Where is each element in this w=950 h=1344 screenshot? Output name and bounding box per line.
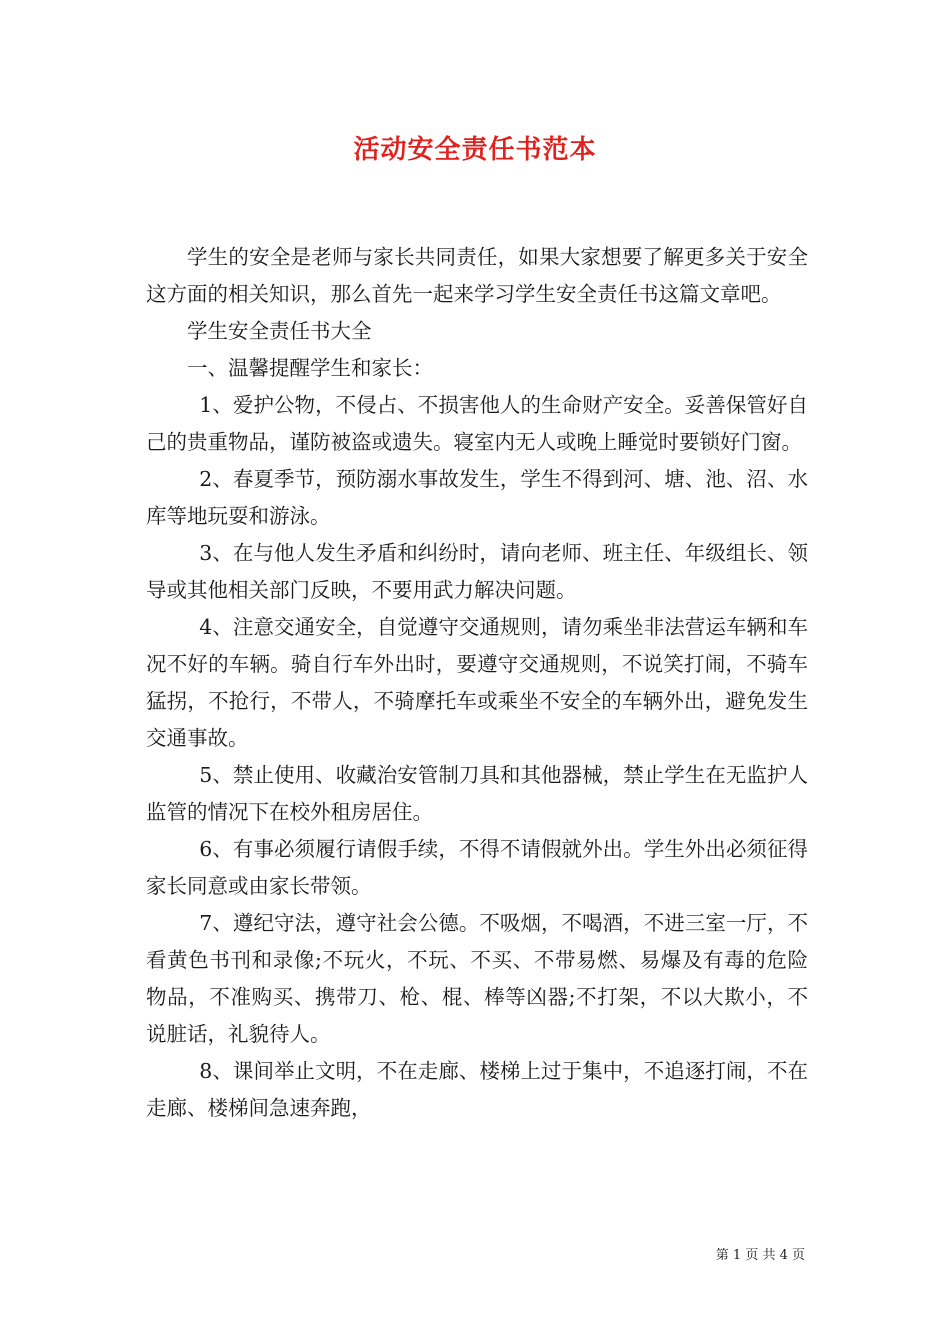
subtitle-paragraph: 学生安全责任书大全 (187, 319, 372, 343)
section-heading: 一、温馨提醒学生和家长： (187, 356, 433, 380)
list-item: 5、禁止使用、收藏治安管制刀具和其他器械，禁止学生在无监护人监管的情况下在校外租房居住。 (146, 763, 808, 824)
document-title: 活动安全责任书范本 (353, 135, 597, 165)
list-item: 7、遵纪守法，遵守社会公德。不吸烟，不喝酒，不进三室一厅，不看黄色书刊和录像;不玩火，不玩、不买、不带易燃、易爆及有毒的危险物品，不准购买、携带刀、枪、棍、棒等凶器;不打架，不以大欺小，不说脏话，礼貌待人。 (146, 911, 808, 1046)
list-item: 4、注意交通安全，自觉遵守交通规则，请勿乘坐非法营运车辆和车况不好的车辆。骑自行车外出时，要遵守交通规则，不说笑打闹，不骑车猛拐，不抢行，不带人，不骑摩托车或乘坐不安全的车辆外出，避免发生交通事故。 (146, 615, 808, 750)
list-item: 2、春夏季节，预防溺水事故发生，学生不得到河、塘、池、沼、水库等地玩耍和游泳。 (146, 467, 808, 528)
list-item: 1、爱护公物，不侵占、不损害他人的生命财产安全。妥善保管好自己的贵重物品，谨防被盗或遗失。寝室内无人或晚上睡觉时要锁好门窗。 (146, 393, 808, 454)
list-item: 8、课间举止文明，不在走廊、楼梯上过于集中，不追逐打闹，不在走廊、楼梯间急速奔跑， (146, 1059, 808, 1120)
list-item: 6、有事必须履行请假手续，不得不请假就外出。学生外出必须征得家长同意或由家长带领。 (146, 837, 808, 898)
list-item: 3、在与他人发生矛盾和纠纷时，请向老师、班主任、年级组长、领导或其他相关部门反映，不要用武力解决问题。 (146, 541, 808, 602)
document-body (146, 239, 808, 1127)
intro-paragraph: 学生的安全是老师与家长共同责任，如果大家想要了解更多关于安全这方面的相关知识，那么首先一起来学习学生安全责任书这篇文章吧。 (146, 245, 808, 306)
page-number: 第 1 页 共 4 页 (715, 1248, 805, 1263)
